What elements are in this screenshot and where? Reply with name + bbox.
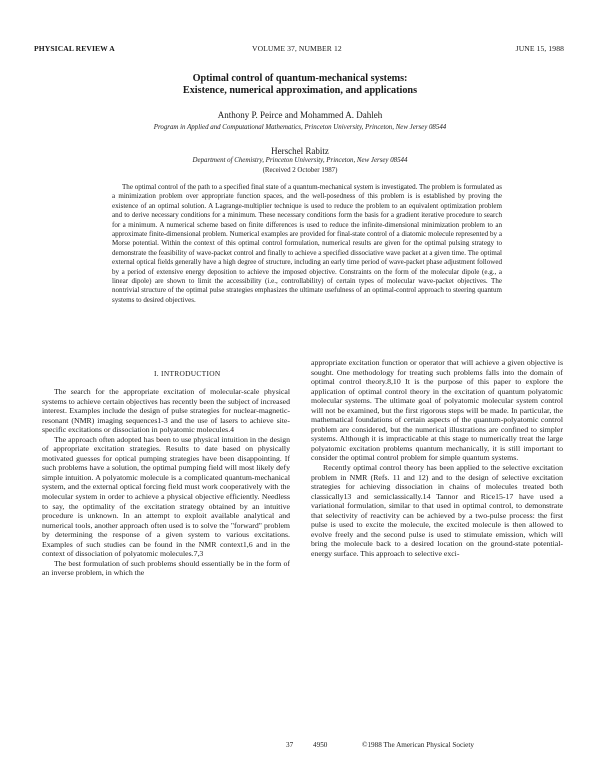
- left-column: [42, 387, 290, 578]
- paragraph: The best formulation of such problems should essentially be in the form of an inverse problem, in which the: [42, 558, 290, 578]
- running-head: [34, 44, 564, 56]
- affiliation-1: Program in Applied and Computational Mathematics, Princeton University, Princeton, New Jersey 08544: [153, 124, 447, 131]
- paragraph: The approach often adopted has been to use physical intuition in the design of appropriate excitation strategies. Results to date based on physically motivated guesses for optical pumping strategies have been disappointing. If such problems have a solution, the optimal pumping field will most likely defy simple intuition. A polyatomic molecule is a complicated quantum-mechanical system, and the external optical forcing field must work cooperatively with the molecular system in order to achieve a physical objective efficiently. Needless to say, the optimality of the excitation strategy obtained by an intuitive procedure is unknown. In an attempt to exploit available analytical and numerical tools, another approach often used is to solve the "forward" problem by determining the response of a given system to various excitations. Examples of such studies can be found in the NMR context1,6 and in the context of dissociation of polyatomic molecules.7,3: [42, 434, 290, 559]
- title-line-1: Optimal control of quantum-mechanical systems:: [192, 73, 408, 84]
- journal-name: PHYSICAL REVIEW A: [34, 44, 115, 53]
- paragraph: Recently optimal control theory has been applied to the selective excitation problem in NMR (Refs. 11 and 12) and to the design of selective excitation strategies for achieving dissociation in chains of molecules treated both classically13 and semiclassically.14 Tannor and Rice15-17 have used a variational formulation, similar to that used in optimal control, to demonstrate that selectivity of reactivity can be achieved by a two-pulse process: the first pulse is used to excite the molecule, the excited molecule is then allowed to evolve freely and the second pulse is used to stimulate emission, which will bring the molecule back to a desired location on the ground-state potential-energy surface. This approach to selective exci-: [311, 463, 563, 558]
- right-column: [311, 358, 563, 558]
- page-number: 37: [286, 741, 294, 749]
- title-line-2: Existence, numerical approximation, and applications: [182, 85, 418, 97]
- volume-number: VOLUME 37, NUMBER 12: [252, 44, 342, 53]
- paper-title: [40, 73, 560, 98]
- article-code: 4950: [313, 741, 328, 749]
- abstract: The optimal control of the path to a specified final state of a quantum-mechanical system is investigated. The problem is formulated as a minimization problem over appropriate function spaces, and the well-posedness of this problem is is established by proving the existence of an optimal solution. A Lagrange-multiplier technique is used to reduce the problem to an equivalent optimization problem and to derive necessary conditions for a minimum. These necessary conditions form the basis for a gradient iterative procedure to search for a minimum. A numerical scheme based on finite differences is used to reduce the infinite-dimensional minimization problem to an approximate finite-dimensional problem. Numerical examples are provided for final-state control of a diatomic molecule represented by a Morse potential. Within the context of this optimal control formulation, numerical results are given for the optimal pulsing strategy to demonstrate the feasibility of wave-packet control and finally to achieve a specified dissociative wave packet at a given time. The optimal external optical fields generally have a high degree of structure, including an early time period of wave-packet phase adjustment followed by a period of extensive energy deposition to achieve the imposed objective. Constraints on the form of the molecular dipole (e.g., a linear dipole) are shown to limit the accessibility (i.e., controllability) of certain types of molecular wave-packet objectives. The nontrivial structure of the optimal pulse strategies emphasizes the ultimate usefulness of an optimal-control approach to steering quantum systems to desired objectives.: [112, 183, 502, 304]
- authors: Anthony P. Peirce and Mohammed A. Dahleh: [217, 110, 383, 120]
- affiliation-2: Department of Chemistry, Princeton University, Princeton, New Jersey 08544: [192, 157, 408, 164]
- paragraph: appropriate excitation function or operator that will achieve a given objective is sought. One methodology for treating such problems falls into the domain of optimal control theory.8,10 It is the purpose of this paper to explore the application of optimal control theory in the excitation of quantum polyatomic molecular systems. The ultimate goal of polyatomic molecular system control will not be examined, but the first rigorous steps will be made. In particular, the mathematical foundations of certain aspects of the quantum-polyatomic control problem are considered, but the numerical illustrations are confined to simpler systems. Although it is impracticable at this stage to numerically treat the large polyatomic excitation problems quantum mechanically, it is still important to consider the optimal control problem for simple quantum systems.: [311, 358, 563, 463]
- issue-date: JUNE 15, 1988: [515, 44, 564, 53]
- author-2: Herschel Rabitz: [271, 146, 329, 156]
- paragraph: The search for the appropriate excitation of molecular-scale physical systems to achieve certain objectives has recently been the subject of increased interest. Examples include the design of pulse strategies for nuclear-magnetic-resonant (NMR) imaging sequences1-3 and the use of lasers to achieve site-specific excitations or dissociation in polyatomic molecules.4: [42, 387, 290, 435]
- section-heading: I. INTRODUCTION: [154, 369, 221, 378]
- copyright: ©1988 The American Physical Society: [362, 741, 474, 749]
- received-date: (Received 2 October 1987): [262, 167, 338, 174]
